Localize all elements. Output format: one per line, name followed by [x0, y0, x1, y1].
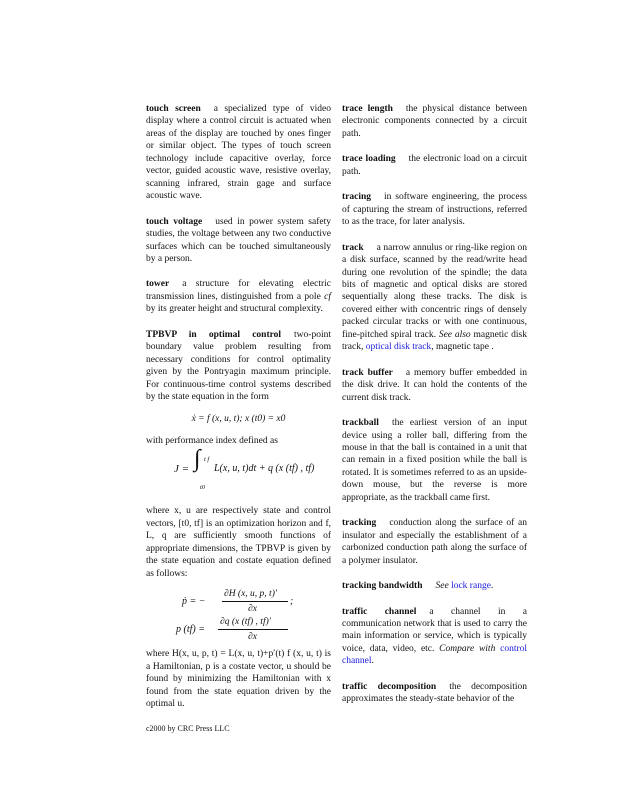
term-tracking: tracking — [342, 518, 377, 529]
tracking-bandwidth-tail: . — [490, 581, 494, 592]
equation-j-lhs: J = — [174, 463, 190, 476]
term-tracking-bandwidth: tracking bandwidth — [342, 581, 423, 592]
link-control-channel[interactable]: control channel — [342, 643, 528, 667]
definition-track: a narrow annulus or ring-like region on a disk surface, scanned by the read/write head during one revolution of the spindle; the data bits of magnetic and optical disks are stored sequentially along these tracks. The disk is covered either with concentric rings of densely packed circular tracks or with one continuous, fine-pitched spiral track. — [342, 242, 527, 340]
where-text: where x, u are respectively state and control vectors, [t0, tf] is an optimization horizon and f, L, q are sufficiently smooth functions of appropriate dimensions, the TPBVP is given by the state equation and costate equation defined as follows: — [146, 506, 331, 579]
closing-text: where H(x, u, p, t) = L(x, u, t)+p′(t) f (x, u, t) is a Hamiltonian, p is a costate vector, u should be found by minimizing the Hamiltonian with x found from the state equation driven by the optimal u. — [146, 649, 331, 709]
link-optical-disk-track[interactable]: optical disk track — [365, 342, 432, 353]
term-trackball: trackball — [342, 418, 379, 429]
copyright-footer: c2000 by CRC Press LLC — [146, 724, 230, 733]
definition-tracking: conduction along the surface of an insulator and especially the establishment of a carbonized conduction path along the surface of a polymer insulator. — [342, 518, 527, 566]
integral-sign: ∫ — [194, 446, 201, 473]
entry-trackball — [342, 417, 527, 504]
fraction-bar — [222, 601, 288, 602]
equation-costate — [146, 588, 331, 616]
definition-touch-voltage: used in power system safety studies, the voltage between any two conductive surfaces which can be touched simultaneously by a person. — [146, 216, 331, 264]
definition-trace-length: the physical distance between electronic components connected by a circuit path. — [342, 104, 527, 139]
entry-tracking-bandwidth — [342, 580, 527, 592]
term-trace-loading: trace loading — [342, 154, 396, 165]
definition-trace-loading: the electronic load on a circuit path. — [342, 154, 527, 177]
equation-terminal-lhs: p (tf) = — [176, 624, 205, 636]
integral-upper-limit: t f — [204, 456, 210, 464]
definition-tower-b: by its greater height and structural complexity. — [146, 304, 323, 315]
equation-terminal-numerator: ∂q (x (tf) , tf)′ — [220, 617, 271, 628]
equation-state: ẋ = f (x, u, t); x (t0) = x0 — [191, 413, 286, 424]
right-column — [342, 103, 527, 719]
entry-traffic-decomposition — [342, 681, 527, 706]
compare-with-label: Compare with — [439, 643, 496, 654]
definition-traffic-channel: a channel in a communication network that is used to carry the main information or service, which is typically voice, data, video, etc. — [342, 606, 527, 654]
entry-tracing — [342, 191, 527, 228]
definition-traffic-decomposition: the decomposition approximates the steady-state behavior of the — [342, 681, 528, 705]
definition-tower-a: a structure for elevating electric transmission lines, distinguished from a pole — [146, 279, 331, 302]
equation-costate-denominator: ∂x — [248, 604, 257, 615]
definition-track-buffer: a memory buffer embedded in the disk drive. It can hold the contents of the current disk track. — [342, 367, 527, 403]
equation-costate-numerator: ∂H (x, u, p, t)′ — [224, 589, 277, 600]
entry-tpbvp — [146, 329, 331, 711]
definition-trackball: the earliest version of an input device using a roller ball, differing from the mouse in that the ball is contained in a unit that can remain in a fixed position while the ball is rotated. It is sometimes referred to as an upside-down mouse, but the reverse is more appropriate, as the trackball came first. — [342, 418, 527, 503]
equation-j-body: L(x, u, t)dt + q (x (tf) , tf) — [214, 463, 315, 475]
term-traffic-decomposition: traffic decomposition — [342, 681, 437, 692]
fraction-bar — [218, 629, 288, 630]
entry-traffic-channel — [342, 606, 527, 668]
entry-trace-loading — [342, 153, 527, 178]
entry-touch-screen — [146, 103, 331, 203]
see-also-label: See also — [438, 329, 471, 340]
see-label: See — [435, 581, 449, 592]
performance-intro: with performance index defined as — [146, 435, 278, 446]
traffic-channel-tail: . — [371, 656, 374, 667]
track-ref-magnetic-tape: , magnetic tape . — [431, 342, 494, 353]
left-column — [146, 103, 331, 723]
equation-terminal-costate — [146, 616, 331, 644]
definition-tpbvp: two-point boundary value problem resulting from necessary conditions for control optimality given by the Pontryagin maximum principle. For continuous-time control systems described by the state equation in the form — [146, 329, 331, 403]
definition-tracing: in software engineering, the process of capturing the stream of instructions, referred to as the trace, for later analysis. — [342, 192, 527, 228]
entry-tracking — [342, 517, 527, 567]
integral-lower-limit: t0 — [200, 484, 206, 492]
entry-touch-voltage — [146, 216, 331, 266]
equation-performance-index — [146, 446, 331, 495]
term-track-buffer: track buffer — [342, 367, 393, 378]
term-trace-length: trace length — [342, 104, 393, 114]
track-ref-magnetic-disk: magnetic disk track, — [342, 329, 527, 353]
term-tpbvp: TPBVP in optimal control — [146, 329, 282, 340]
term-traffic-channel: traffic channel — [342, 606, 417, 617]
term-touch-screen: touch screen — [146, 104, 201, 114]
equation-terminal-denominator: ∂x — [248, 632, 257, 643]
entry-tower — [146, 278, 331, 315]
equation-costate-tail: ; — [290, 596, 294, 608]
term-tower: tower — [146, 279, 170, 290]
entry-track-buffer — [342, 367, 527, 404]
term-track: track — [342, 242, 364, 253]
term-tracing: tracing — [342, 192, 372, 203]
link-lock-range[interactable]: lock range — [451, 581, 491, 592]
definition-tower-cf: cf — [324, 291, 332, 302]
equation-costate-lhs: ṗ = − — [182, 596, 206, 608]
entry-track — [342, 242, 527, 354]
term-touch-voltage: touch voltage — [146, 216, 203, 227]
definition-touch-screen: a specialized type of video display where a control circuit is actuated when areas of the display are touched by ones finger or similar object. The types of touch screen technology include capacitive overlay, force vector, guided acoustic wave, resistive overlay, scanning infrared, strain gage and surface acoustic wave. — [146, 104, 332, 202]
entry-trace-length — [342, 103, 527, 140]
